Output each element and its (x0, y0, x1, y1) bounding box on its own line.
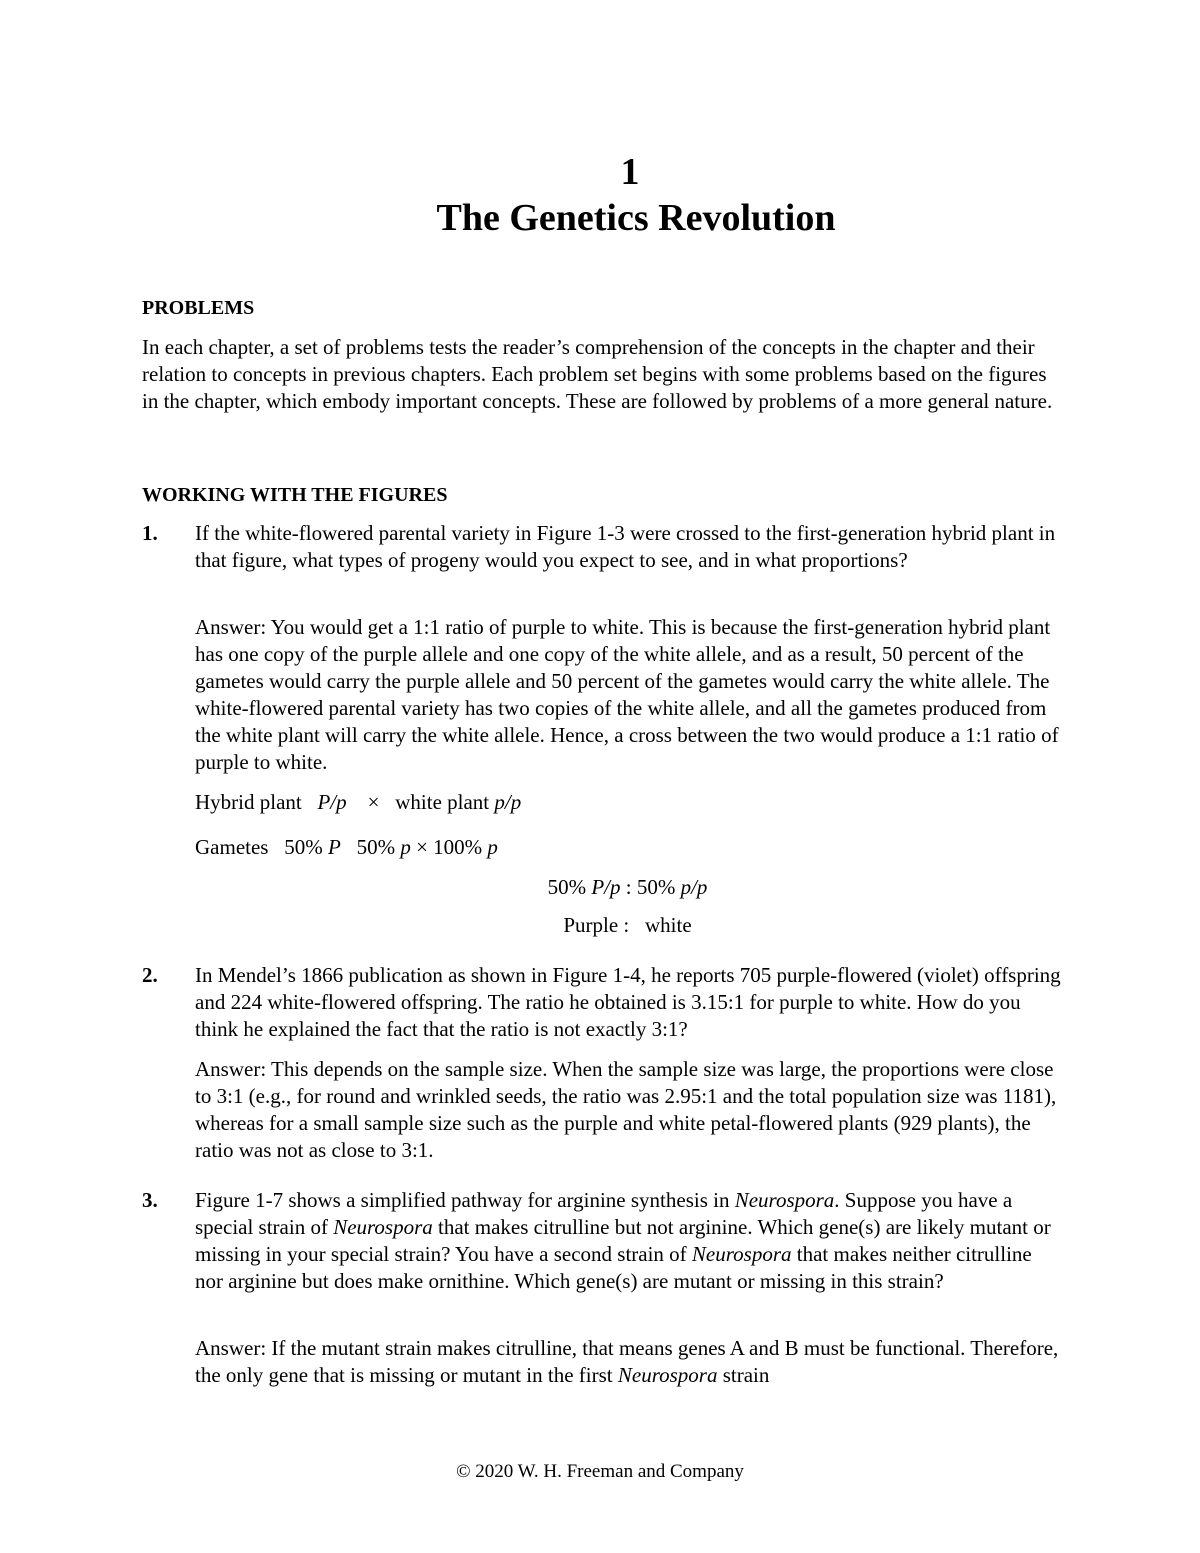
cross-symbol: × (416, 835, 428, 859)
problem-3-answer: Answer: If the mutant strain makes citrulline, that means genes A and B must be functional. Therefore, the only gene that is missing or mutant in the first Neurospora strain (195, 1336, 1059, 1387)
gamete-2-percent: 50% (356, 835, 396, 859)
organism-name: Neurospora (691, 1242, 792, 1266)
chapter-title: The Genetics Revolution (436, 197, 836, 239)
problem-1-answer: Answer: You would get a 1:1 ratio of purple to white. This is because the first-generation hybrid plant has one copy of the purple allele and one copy of the white allele, and as a result, 50 percent of the gametes would carry the purple allele and 50 percent of the gametes would carry the white allele. The white-flowered parental variety has two copies of the white allele, and all the gametes produced from the white plant will carry the white allele. Hence, a cross between the two would produce a 1:1 ratio of purple to white. (195, 615, 1059, 774)
progeny-2-genotype: p/p (680, 875, 708, 899)
cross-line (195, 789, 521, 816)
progeny-1-percent: 50% (547, 875, 587, 899)
gamete-3-percent: 100% (433, 835, 483, 859)
progeny-2-percent: 50% (636, 875, 676, 899)
problem-question: In Mendel’s 1866 publication as shown in Figure 1-4, he reports 705 purple-flowered (violet) offspring and 224 white-flowered offspring. The ratio he obtained is 3.15:1 for purple to white. How do you think he explained the fact that the ratio is not exactly 3:1? (195, 963, 1061, 1041)
problem-question: Figure 1-7 shows a simplified pathway for arginine synthesis in Neurospora. Suppose you have a special strain of Neurospora that makes citrulline but not arginine. Which gene(s) are likely mutant or missing in your special strain? You have a second strain of Neurospora that makes neither citrulline nor arginine but does make ornithine. Which gene(s) are mutant or missing in this strain? (195, 1188, 1051, 1293)
hybrid-label: Hybrid plant (195, 790, 302, 814)
organism-name: Neurospora (333, 1215, 433, 1239)
white-label: white plant (395, 790, 490, 814)
problems-intro: In each chapter, a set of problems tests the reader’s comprehension of the concepts in the chapter and their relation to concepts in previous chapters. Each problem set begins with some problems based on the figures in the chapter, which embody important concepts. These are followed by problems of a more general nature. (142, 335, 1053, 413)
progeny-1-genotype: P/p (591, 875, 621, 899)
gamete-2-allele: p (400, 835, 411, 859)
ratio-separator: : (625, 875, 632, 899)
progeny-line (400, 874, 855, 901)
hybrid-genotype: P/p (317, 790, 347, 814)
gamete-3-allele: p (487, 835, 498, 859)
organism-name: Neurospora (734, 1188, 835, 1212)
phenotype-purple: Purple (563, 913, 619, 937)
problem-number: 1. (142, 521, 158, 545)
working-with-figures-heading: WORKING WITH THE FIGURES (142, 484, 448, 506)
organism-name: Neurospora (617, 1363, 718, 1387)
problem-number: 2. (142, 963, 158, 987)
white-genotype: p/p (494, 790, 522, 814)
problem-number: 3. (142, 1188, 158, 1212)
problem-2-answer: Answer: This depends on the sample size. When the sample size was large, the proportions were close to 3:1 (e.g., for round and wrinkled seeds, the ratio was 2.95:1 and the total population size was 1181), whereas for a small sample size such as the purple and white petal-flowered plants (929 plants), the ratio was not as close to 3:1. (195, 1057, 1057, 1162)
cross-symbol: × (367, 790, 380, 814)
chapter-number: 1 (620, 151, 640, 193)
copyright-footer: © 2020 W. H. Freeman and Company (456, 1461, 744, 1482)
gametes-line (195, 834, 498, 861)
phenotype-white: white (645, 913, 692, 937)
phenotype-line (400, 912, 855, 939)
problem-question: If the white-flowered parental variety in Figure 1-3 were crossed to the first-generation hybrid plant in that figure, what types of progeny would you expect to see, and in what proportions? (195, 521, 1056, 572)
gamete-1-percent: 50% (284, 835, 323, 859)
problems-heading: PROBLEMS (142, 297, 255, 319)
ratio-separator: : (623, 913, 630, 937)
gametes-label: Gametes (195, 835, 269, 859)
gamete-1-allele: P (327, 835, 341, 859)
